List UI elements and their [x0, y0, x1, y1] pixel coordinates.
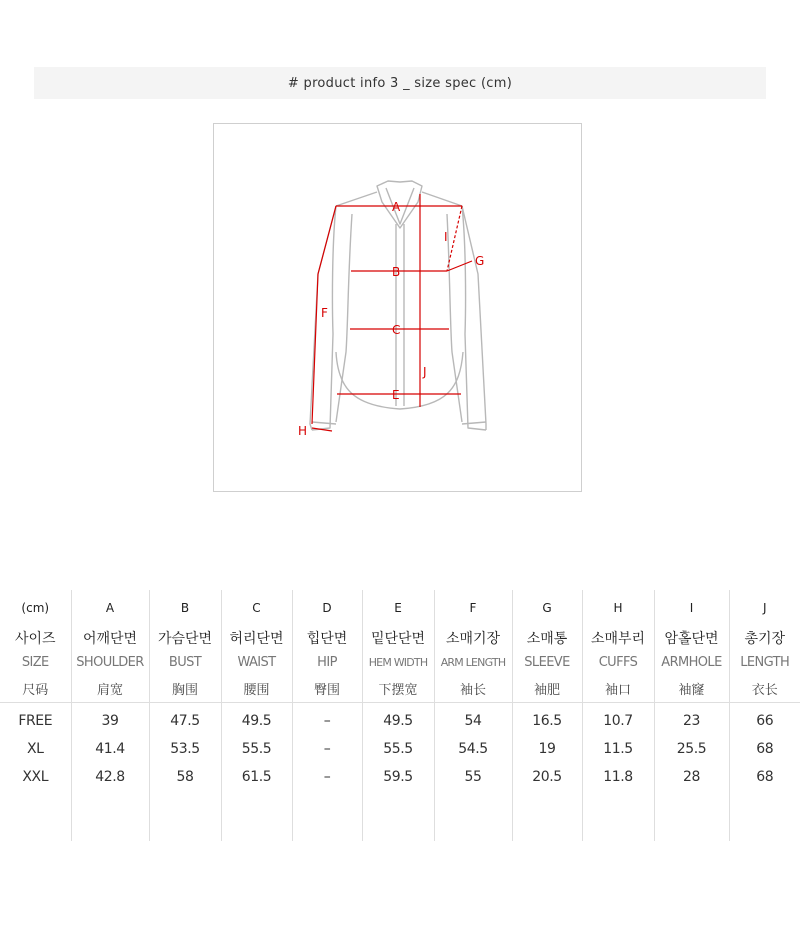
value-cell: 59.5 [362, 763, 434, 791]
header-letter: E [362, 590, 434, 626]
value-cell: 23 [654, 703, 729, 736]
value-cell: 55 [434, 763, 512, 791]
value-cell: – [292, 763, 362, 791]
header-letter: (cm) [21, 601, 50, 615]
header-korean: 힙단면 [292, 626, 362, 650]
value-cell: 66 [729, 703, 800, 736]
header-chinese: 胸围 [149, 674, 221, 702]
header-english: HIP [292, 650, 362, 674]
value-cell: 54.5 [434, 735, 512, 763]
header-chinese: 袖肥 [512, 674, 582, 702]
value-cell: – [292, 735, 362, 763]
label-c: C [392, 323, 401, 337]
header-chinese: 袖口 [582, 674, 654, 702]
header-letter-row [0, 590, 800, 626]
header-letter: D [292, 590, 362, 626]
header-english: LENGTH [729, 650, 800, 674]
header-english: HEM WIDTH [362, 650, 434, 674]
header-korean: 허리단면 [221, 626, 292, 650]
header-letter: F [434, 590, 512, 626]
table-filler [0, 791, 800, 841]
size-cell: FREE [18, 713, 53, 729]
label-e: E [392, 388, 400, 402]
value-cell: 53.5 [149, 735, 221, 763]
value-cell: 10.7 [582, 703, 654, 736]
value-cell: 11.5 [582, 735, 654, 763]
header-letter: G [512, 590, 582, 626]
value-cell: 49.5 [221, 703, 292, 736]
header-letter: H [582, 590, 654, 626]
value-cell: 16.5 [512, 703, 582, 736]
header-korean: 소매통 [512, 626, 582, 650]
label-f: F [321, 306, 328, 320]
header-english: SHOULDER [71, 650, 149, 674]
label-h: H [298, 424, 308, 438]
header-korean: 밑단단면 [362, 626, 434, 650]
header-korean: 사이즈 [14, 631, 56, 647]
header-english: WAIST [221, 650, 292, 674]
header-english: SIZE [21, 654, 49, 670]
value-cell: 42.8 [71, 763, 149, 791]
size-cell: XXL [22, 769, 49, 785]
label-b: B [392, 265, 401, 279]
header-korean: 소매기장 [434, 626, 512, 650]
section-title: # product info 3 _ size spec (cm) [287, 75, 513, 91]
header-chinese: 肩宽 [71, 674, 149, 702]
value-cell: 28 [654, 763, 729, 791]
size-cell: XL [26, 741, 44, 757]
header-english: BUST [149, 650, 221, 674]
header-korean: 암홀단면 [654, 626, 729, 650]
header-letter: B [149, 590, 221, 626]
header-english: ARMHOLE [654, 650, 729, 674]
header-english: CUFFS [582, 650, 654, 674]
header-english-row [0, 650, 800, 674]
header-chinese: 衣长 [729, 674, 800, 702]
value-cell: 68 [729, 735, 800, 763]
section-title-bar [34, 67, 766, 99]
header-chinese-row [0, 674, 800, 702]
shirt-measurement-diagram [213, 123, 582, 492]
label-g: G [475, 254, 485, 268]
header-chinese: 下摆宽 [362, 674, 434, 702]
header-chinese: 袖长 [434, 674, 512, 702]
value-cell: 54 [434, 703, 512, 736]
header-letter: I [654, 590, 729, 626]
value-cell: 47.5 [149, 703, 221, 736]
table-row [0, 703, 800, 736]
value-cell: – [292, 703, 362, 736]
size-spec-table [0, 590, 800, 841]
value-cell: 68 [729, 763, 800, 791]
header-letter: C [221, 590, 292, 626]
value-cell: 49.5 [362, 703, 434, 736]
value-cell: 61.5 [221, 763, 292, 791]
value-cell: 19 [512, 735, 582, 763]
header-korean: 소매부리 [582, 626, 654, 650]
value-cell: 20.5 [512, 763, 582, 791]
value-cell: 55.5 [362, 735, 434, 763]
label-a: A [392, 200, 401, 214]
label-j: J [423, 365, 427, 379]
header-english: SLEEVE [512, 650, 582, 674]
header-letter: A [71, 590, 149, 626]
header-korean: 어깨단면 [71, 626, 149, 650]
header-korean: 가슴단면 [149, 626, 221, 650]
header-chinese: 臀围 [292, 674, 362, 702]
table-row [0, 735, 800, 763]
header-chinese: 腰围 [221, 674, 292, 702]
header-chinese: 袖窿 [654, 674, 729, 702]
header-english: ARM LENGTH [434, 650, 512, 674]
shirt-illustration [214, 124, 583, 493]
header-korean-row [0, 626, 800, 650]
label-i: I [444, 230, 448, 244]
header-chinese: 尺码 [22, 682, 49, 698]
value-cell: 41.4 [71, 735, 149, 763]
value-cell: 55.5 [221, 735, 292, 763]
header-korean: 총기장 [729, 626, 800, 650]
value-cell: 39 [71, 703, 149, 736]
value-cell: 25.5 [654, 735, 729, 763]
header-letter: J [729, 590, 800, 626]
value-cell: 58 [149, 763, 221, 791]
value-cell: 11.8 [582, 763, 654, 791]
table-row [0, 763, 800, 791]
